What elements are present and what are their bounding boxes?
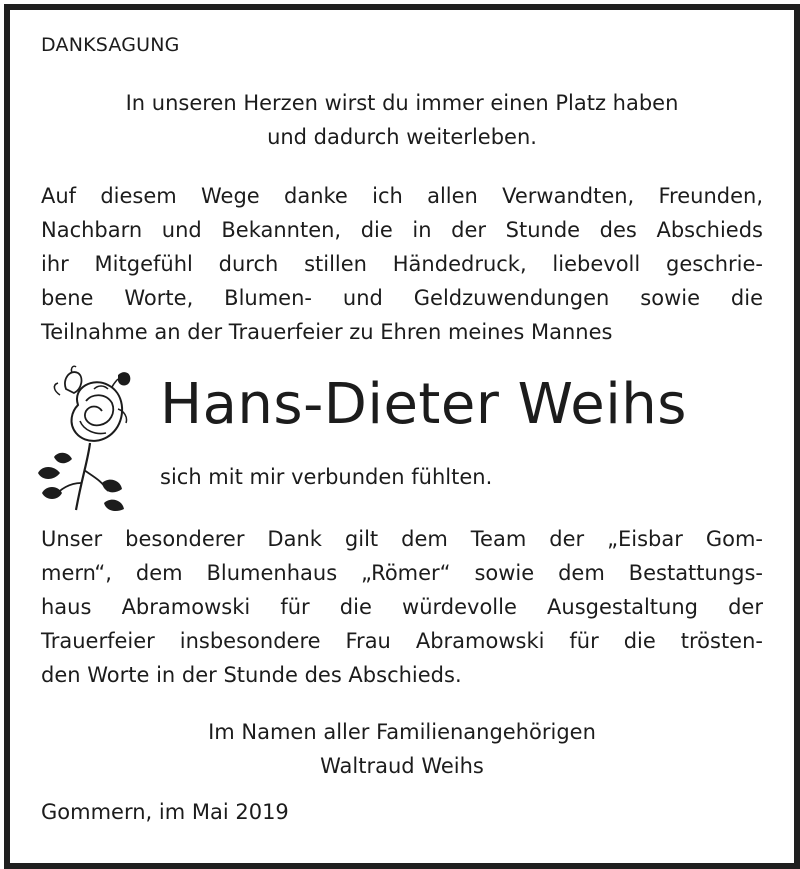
thanks-paragraph bbox=[41, 179, 763, 349]
paragraph-line: Auf diesem Wege danke ich allen Verwandten, Freunden, bbox=[41, 184, 763, 208]
connected-line: sich mit mir verbunden fühlten. bbox=[160, 465, 493, 489]
paragraph-line: mern“, dem Blumenhaus „Römer“ sowie dem Bestattungs- bbox=[41, 561, 763, 585]
paragraph-line: bene Worte, Blumen- und Geldzuwendungen sowie die bbox=[41, 286, 763, 310]
signoff-name: Waltraud Weihs bbox=[320, 754, 484, 778]
motto-line: und dadurch weiterleben. bbox=[267, 125, 537, 149]
paragraph-line: Trauerfeier insbesondere Frau Abramowski für die trösten- bbox=[41, 629, 763, 653]
deceased-name: Hans-Dieter Weihs bbox=[160, 372, 687, 437]
rose-icon bbox=[32, 365, 140, 513]
place-date: Gommern, im Mai 2019 bbox=[41, 800, 289, 824]
paragraph-line: Teilnahme an der Trauerfeier zu Ehren meines Mannes bbox=[41, 320, 613, 344]
paragraph-line: haus Abramowski für die würdevolle Ausgestaltung der bbox=[41, 595, 763, 619]
paragraph-line: Nachbarn und Bekannten, die in der Stunde des Abschieds bbox=[41, 218, 763, 242]
paragraph-line: ihr Mitgefühl durch stillen Händedruck, liebevoll geschrie- bbox=[41, 252, 763, 276]
obituary-notice bbox=[4, 4, 800, 869]
notice-heading: DANKSAGUNG bbox=[41, 34, 180, 56]
signoff bbox=[10, 715, 794, 783]
paragraph-line: den Worte in der Stunde des Abschieds. bbox=[41, 663, 462, 687]
special-thanks-paragraph bbox=[41, 522, 763, 692]
paragraph-line: Unser besonderer Dank gilt dem Team der „Eisbar Gom- bbox=[41, 527, 763, 551]
motto-quote bbox=[10, 86, 794, 154]
signoff-line: Im Namen aller Familienangehörigen bbox=[208, 720, 596, 744]
motto-line: In unseren Herzen wirst du immer einen Platz haben bbox=[125, 91, 679, 115]
